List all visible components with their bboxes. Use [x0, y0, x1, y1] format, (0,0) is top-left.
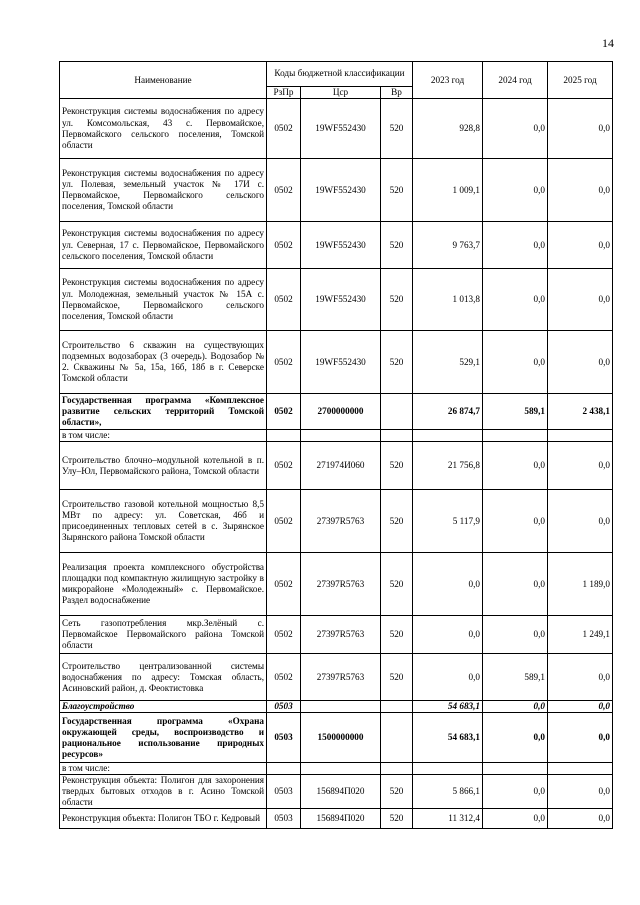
- cell-rzpr: 0502: [267, 394, 301, 430]
- cell-csr: 27397R5763: [301, 490, 381, 553]
- cell-csr: 156894П020: [301, 809, 381, 829]
- cell-2025: 0,0: [548, 775, 613, 809]
- table-row: [60, 490, 613, 553]
- table-row: [60, 159, 613, 222]
- header-vr: Вр: [381, 87, 413, 99]
- cell-2023: 0,0: [413, 654, 483, 701]
- cell-rzpr: 0502: [267, 331, 301, 394]
- cell-2023: [413, 763, 483, 775]
- cell-name: Реализация проекта комплексного обустройства площадки под компактную жилищную застройку в микрорайоне «Молодежный» с. Первомайское. Раздел водоснабжение: [60, 553, 267, 616]
- cell-2023: 54 683,1: [413, 713, 483, 763]
- cell-name: Сеть газопотребления мкр.Зелёный с. Первомайское Первомайского района Томской области: [60, 616, 267, 654]
- header-codes: Коды бюджетной классификации: [267, 62, 413, 87]
- cell-2023: [413, 430, 483, 442]
- cell-2025: [548, 763, 613, 775]
- cell-2024: 589,1: [483, 394, 548, 430]
- table-row: [60, 654, 613, 701]
- cell-rzpr: 0502: [267, 654, 301, 701]
- table-row: [60, 99, 613, 159]
- cell-2025: 0,0: [548, 331, 613, 394]
- cell-name: в том числе:: [60, 763, 267, 775]
- cell-2024: 0,0: [483, 775, 548, 809]
- cell-vr: 520: [381, 775, 413, 809]
- cell-2023: 928,8: [413, 99, 483, 159]
- header-2023: 2023 год: [413, 62, 483, 99]
- cell-csr: [301, 763, 381, 775]
- cell-2025: 0,0: [548, 222, 613, 269]
- cell-2025: 0,0: [548, 701, 613, 713]
- cell-rzpr: 0502: [267, 159, 301, 222]
- cell-rzpr: 0503: [267, 713, 301, 763]
- cell-vr: [381, 713, 413, 763]
- cell-2024: 0,0: [483, 159, 548, 222]
- cell-2023: 11 312,4: [413, 809, 483, 829]
- cell-2024: 0,0: [483, 809, 548, 829]
- cell-2024: [483, 763, 548, 775]
- cell-name: Государственная программа «Охрана окружающей среды, воспроизводство и рациональное использование природных ресурсов»: [60, 713, 267, 763]
- cell-name: Реконструкция системы водоснабжения по адресу ул. Северная, 17 с. Первомайское, Первомайского сельского поселения, Томской области: [60, 222, 267, 269]
- cell-csr: 156894П020: [301, 775, 381, 809]
- budget-table-body: [60, 99, 613, 829]
- cell-vr: 520: [381, 553, 413, 616]
- cell-name: Реконструкция объекта: Полигон для захоронения твердых бытовых отходов в г. Асино Томской области: [60, 775, 267, 809]
- header-rzpr: РзПр: [267, 87, 301, 99]
- cell-csr: [301, 701, 381, 713]
- cell-2025: 0,0: [548, 809, 613, 829]
- cell-csr: 27397R5763: [301, 654, 381, 701]
- cell-2024: 0,0: [483, 616, 548, 654]
- cell-csr: 2700000000: [301, 394, 381, 430]
- table-row: [60, 269, 613, 331]
- cell-2024: 0,0: [483, 99, 548, 159]
- header-2024: 2024 год: [483, 62, 548, 99]
- cell-name: Строительство централизованной системы водоснабжения по адресу: Томская область, Асиновский район, д. Феоктистовка: [60, 654, 267, 701]
- cell-2025: 2 438,1: [548, 394, 613, 430]
- cell-csr: 19WF552430: [301, 159, 381, 222]
- cell-name: Реконструкция системы водоснабжения по адресу ул. Полевая, земельный участок № 17И с. Первомайское, Первомайского сельского поселения, Томской области: [60, 159, 267, 222]
- cell-2025: 0,0: [548, 713, 613, 763]
- cell-name: Реконструкция системы водоснабжения по адресу ул. Комсомольская, 43 с. Первомайское, Первомайского сельского поселения, Томской области: [60, 99, 267, 159]
- cell-2024: 0,0: [483, 222, 548, 269]
- table-row: [60, 763, 613, 775]
- cell-2025: 0,0: [548, 99, 613, 159]
- cell-2023: 1 013,8: [413, 269, 483, 331]
- cell-vr: [381, 763, 413, 775]
- cell-2025: 0,0: [548, 442, 613, 490]
- header-2025: 2025 год: [548, 62, 613, 99]
- cell-rzpr: 0502: [267, 553, 301, 616]
- cell-rzpr: 0502: [267, 490, 301, 553]
- cell-name: Благоустройство: [60, 701, 267, 713]
- cell-csr: 19WF552430: [301, 99, 381, 159]
- cell-rzpr: 0502: [267, 222, 301, 269]
- cell-2024: 0,0: [483, 490, 548, 553]
- cell-2024: 0,0: [483, 713, 548, 763]
- cell-vr: [381, 430, 413, 442]
- header-name: Наименование: [60, 62, 267, 99]
- cell-vr: 520: [381, 442, 413, 490]
- cell-vr: 520: [381, 331, 413, 394]
- cell-2023: 0,0: [413, 616, 483, 654]
- cell-rzpr: 0502: [267, 442, 301, 490]
- cell-2024: 589,1: [483, 654, 548, 701]
- cell-rzpr: [267, 763, 301, 775]
- cell-csr: 19WF552430: [301, 331, 381, 394]
- table-row: [60, 331, 613, 394]
- cell-2024: 0,0: [483, 701, 548, 713]
- table-row: [60, 553, 613, 616]
- cell-vr: 520: [381, 616, 413, 654]
- cell-csr: 271974И060: [301, 442, 381, 490]
- cell-2023: 21 756,8: [413, 442, 483, 490]
- cell-2023: 26 874,7: [413, 394, 483, 430]
- cell-name: Строительство газовой котельной мощностью 8,5 МВт по адресу: ул. Советская, 46б и присоединенных тепловых сетей в с. Зырянское Зырянского района Томской области: [60, 490, 267, 553]
- cell-2025: 1 249,1: [548, 616, 613, 654]
- cell-name: Строительство блочно–модульной котельной в п. Улу–Юл, Первомайского района, Томской области: [60, 442, 267, 490]
- cell-vr: 520: [381, 490, 413, 553]
- cell-csr: 27397R5763: [301, 616, 381, 654]
- table-row: [60, 713, 613, 763]
- cell-vr: 520: [381, 99, 413, 159]
- cell-2023: 54 683,1: [413, 701, 483, 713]
- budget-table: [59, 61, 613, 829]
- cell-2024: 0,0: [483, 442, 548, 490]
- cell-rzpr: 0502: [267, 269, 301, 331]
- cell-2024: 0,0: [483, 553, 548, 616]
- cell-rzpr: 0503: [267, 809, 301, 829]
- cell-2025: 0,0: [548, 654, 613, 701]
- cell-2025: [548, 430, 613, 442]
- cell-2023: 1 009,1: [413, 159, 483, 222]
- cell-2023: 529,1: [413, 331, 483, 394]
- cell-2023: 5 117,9: [413, 490, 483, 553]
- cell-vr: [381, 394, 413, 430]
- cell-name: Строительство 6 скважин на существующих подземных водозаборах (3 очередь). Водозабор № 2. Скважины № 5а, 15а, 16б, 18б в г. Северске Томской области: [60, 331, 267, 394]
- table-row: [60, 775, 613, 809]
- cell-rzpr: 0502: [267, 99, 301, 159]
- table-row: [60, 430, 613, 442]
- cell-2025: 0,0: [548, 269, 613, 331]
- cell-2025: 0,0: [548, 159, 613, 222]
- page-number: 14: [602, 36, 614, 50]
- cell-vr: 520: [381, 654, 413, 701]
- cell-2024: 0,0: [483, 269, 548, 331]
- cell-2023: 9 763,7: [413, 222, 483, 269]
- cell-name: Государственная программа «Комплексное развитие сельских территорий Томской области»,: [60, 394, 267, 430]
- cell-name: Реконструкция объекта: Полигон ТБО г. Кедровый: [60, 809, 267, 829]
- cell-rzpr: 0502: [267, 616, 301, 654]
- cell-2025: 0,0: [548, 490, 613, 553]
- cell-csr: 1500000000: [301, 713, 381, 763]
- cell-csr: 27397R5763: [301, 553, 381, 616]
- cell-vr: 520: [381, 159, 413, 222]
- cell-2023: 0,0: [413, 553, 483, 616]
- cell-name: в том числе:: [60, 430, 267, 442]
- cell-vr: 520: [381, 269, 413, 331]
- cell-csr: [301, 430, 381, 442]
- cell-2025: 1 189,0: [548, 553, 613, 616]
- cell-rzpr: 0503: [267, 775, 301, 809]
- cell-name: Реконструкция системы водоснабжения по адресу ул. Молодежная, земельный участок № 15А с. Первомайское, Первомайского сельского поселения, Томской области: [60, 269, 267, 331]
- cell-2024: [483, 430, 548, 442]
- table-row: [60, 701, 613, 713]
- table-row: [60, 616, 613, 654]
- cell-csr: 19WF552430: [301, 222, 381, 269]
- cell-csr: 19WF552430: [301, 269, 381, 331]
- header-csr: Цср: [301, 87, 381, 99]
- cell-vr: 520: [381, 809, 413, 829]
- cell-vr: 520: [381, 222, 413, 269]
- cell-rzpr: [267, 430, 301, 442]
- cell-2024: 0,0: [483, 331, 548, 394]
- cell-2023: 5 866,1: [413, 775, 483, 809]
- table-row: [60, 222, 613, 269]
- cell-vr: [381, 701, 413, 713]
- cell-rzpr: 0503: [267, 701, 301, 713]
- table-row: [60, 809, 613, 829]
- table-row: [60, 442, 613, 490]
- table-row: [60, 394, 613, 430]
